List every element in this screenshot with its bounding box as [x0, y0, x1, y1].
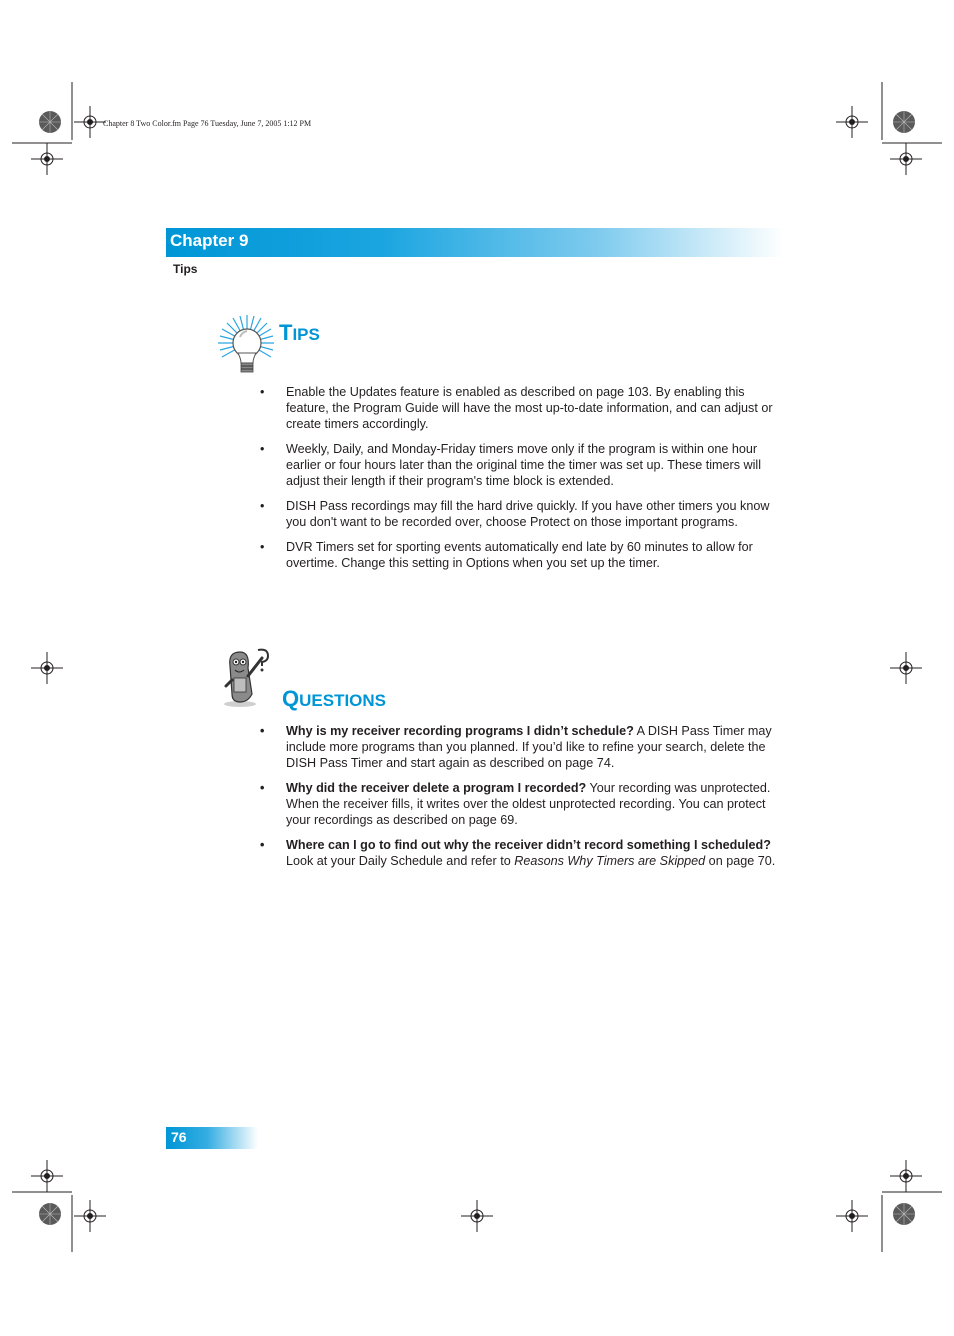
bullet: •	[260, 724, 265, 738]
registration-mark-icon	[31, 143, 63, 175]
tips-list	[260, 384, 790, 580]
tips-heading	[279, 320, 320, 346]
registration-mark-icon	[74, 106, 106, 138]
bullet: •	[260, 540, 265, 554]
color-bar-icon	[38, 1202, 62, 1226]
question-text: Why did the receiver delete a program I recorded?	[286, 781, 587, 795]
questions-list	[260, 723, 790, 878]
page-number: 76	[171, 1129, 187, 1145]
tip-text: DISH Pass recordings may fill the hard drive quickly. If you have other timers you know you don't want to be recorded over, choose Protect on those important programs.	[286, 499, 770, 529]
list-item	[260, 498, 790, 530]
print-slug: Chapter 8 Two Color.fm Page 76 Tuesday, June 7, 2005 1:12 PM	[103, 119, 312, 128]
list-item	[260, 780, 790, 828]
list-item	[260, 384, 790, 432]
tip-text: DVR Timers set for sporting events automatically end late by 60 minutes to allow for overtime. Change this setting in Options when you set up the timer.	[286, 540, 753, 570]
registration-mark-icon	[461, 1200, 493, 1232]
tips-heading-initial: T	[279, 320, 293, 345]
answer-text: Your recording was unprotected. When the receiver fills, it writes over the oldest unprotected recording. You can protect your recordings as described on page 69.	[286, 781, 771, 827]
list-item	[260, 837, 790, 869]
questions-heading-rest: UESTIONS	[299, 691, 387, 710]
list-item	[260, 539, 790, 571]
answer-text: on page 70.	[705, 854, 776, 868]
cross-reference: Reasons Why Timers are Skipped	[514, 854, 706, 868]
answer-text: Look at your Daily Schedule and refer to	[286, 854, 515, 868]
tips-heading-rest: IPS	[292, 325, 320, 344]
color-bar-icon	[892, 1202, 916, 1226]
list-item	[260, 441, 790, 489]
registration-mark-icon	[74, 1200, 106, 1232]
tip-text: Weekly, Daily, and Monday-Friday timers move only if the program is within one hour earlier or four hours later than the original time the timer was set up. These timers will adjust their length if their program's time block is extended.	[286, 442, 762, 488]
registration-mark-icon	[31, 652, 63, 684]
chapter-header-bar	[166, 228, 784, 257]
bullet: •	[260, 385, 265, 399]
registration-mark-icon	[836, 106, 868, 138]
question-text: Why is my receiver recording programs I didn’t schedule?	[286, 724, 634, 738]
running-head: Tips	[173, 262, 198, 276]
registration-mark-icon	[890, 1160, 922, 1192]
lightbulb-icon	[214, 313, 276, 375]
registration-mark-icon	[890, 652, 922, 684]
bullet: •	[260, 442, 265, 456]
questions-heading	[282, 686, 386, 712]
registration-mark-icon	[890, 143, 922, 175]
bullet: •	[260, 499, 265, 513]
bullet: •	[260, 838, 265, 852]
bullet: •	[260, 781, 265, 795]
color-bar-icon	[892, 110, 916, 134]
questions-heading-initial: Q	[282, 686, 300, 711]
answer-text: A DISH Pass Timer may include more programs than you planned. If you’d like to refine your search, delete the DISH Pass Timer and start again as described on page 74.	[286, 724, 772, 770]
list-item	[260, 723, 790, 771]
chapter-title: Chapter 9	[170, 231, 249, 250]
registration-mark-icon	[836, 1200, 868, 1232]
registration-mark-icon	[31, 1160, 63, 1192]
question-mascot-icon	[218, 646, 274, 708]
tip-text: Enable the Updates feature is enabled as described on page 103. By enabling this feature, the Program Guide will have the most up-to-date information, and can adjust or create timers accordingly.	[286, 385, 773, 431]
question-text: Where can I go to find out why the receiver didn’t record something I scheduled?	[286, 838, 771, 852]
color-bar-icon	[38, 110, 62, 134]
